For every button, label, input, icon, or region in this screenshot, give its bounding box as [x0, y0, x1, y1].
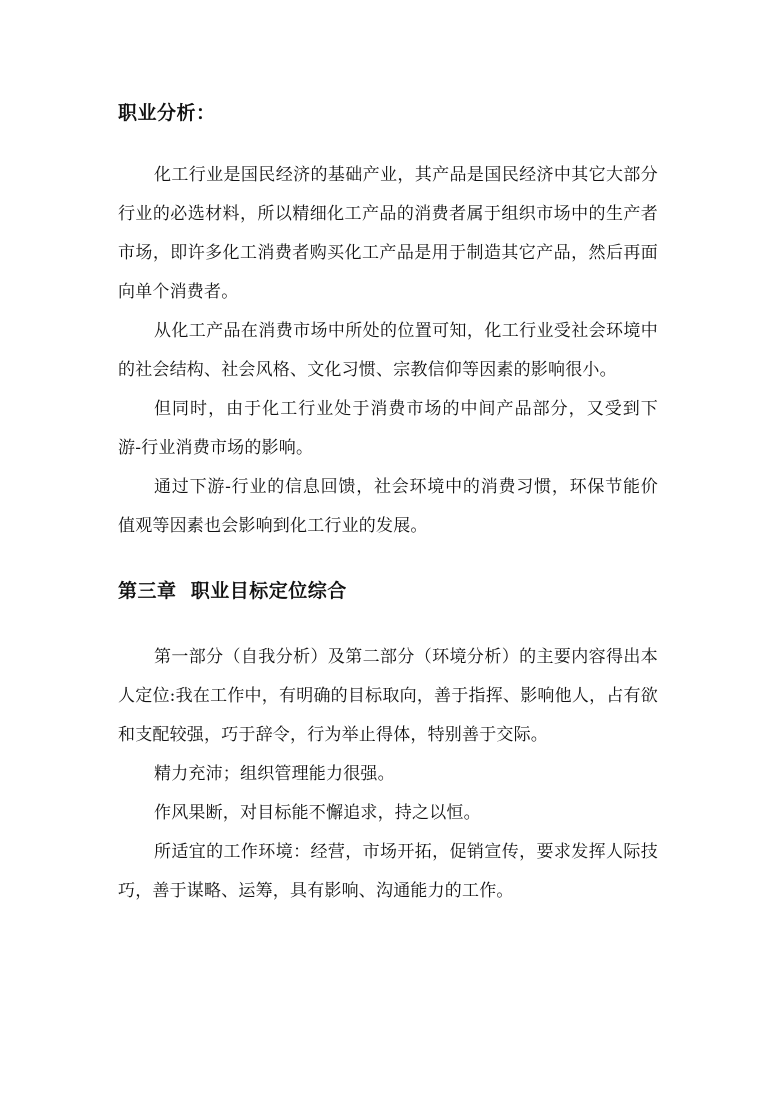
paragraph: 通过下游-行业的信息回馈，社会环境中的消费习惯，环保节能价值观等因素也会影响到化工行业的发展。 [118, 477, 658, 536]
section-heading-career-analysis: 职业分析： [118, 102, 216, 124]
chapter-heading-career-goal: 第三章 职业目标定位综合 [118, 580, 347, 602]
paragraph: 精力充沛；组织管理能力很强。 [154, 764, 395, 784]
paragraph: 所适宜的工作环境：经营，市场开拓，促销宣传，要求发挥人际技巧，善于谋略、运筹，具有影响、沟通能力的工作。 [118, 842, 658, 901]
paragraph: 作风果断，对目标能不懈追求，持之以恒。 [154, 803, 481, 823]
document-content [118, 98, 658, 911]
paragraph: 但同时，由于化工行业处于消费市场的中间产品部分，又受到下游-行业消费市场的影响。 [118, 399, 658, 458]
paragraph: 从化工产品在消费市场中所处的位置可知，化工行业受社会环境中的社会结构、社会风格、文化习惯、宗教信仰等因素的影响很小。 [118, 321, 658, 380]
paragraph: 第一部分（自我分析）及第二部分（环境分析）的主要内容得出本人定位:我在工作中，有明确的目标取向，善于指挥、影响他人，占有欲和支配较强，巧于辞令，行为举止得体，特别善于交际。 [118, 647, 658, 745]
paragraph: 化工行业是国民经济的基础产业，其产品是国民经济中其它大部分行业的必选材料，所以精细化工产品的消费者属于组织市场中的生产者市场，即许多化工消费者购买化工产品是用于制造其它产品，然后再面向单个消费者。 [118, 165, 658, 302]
